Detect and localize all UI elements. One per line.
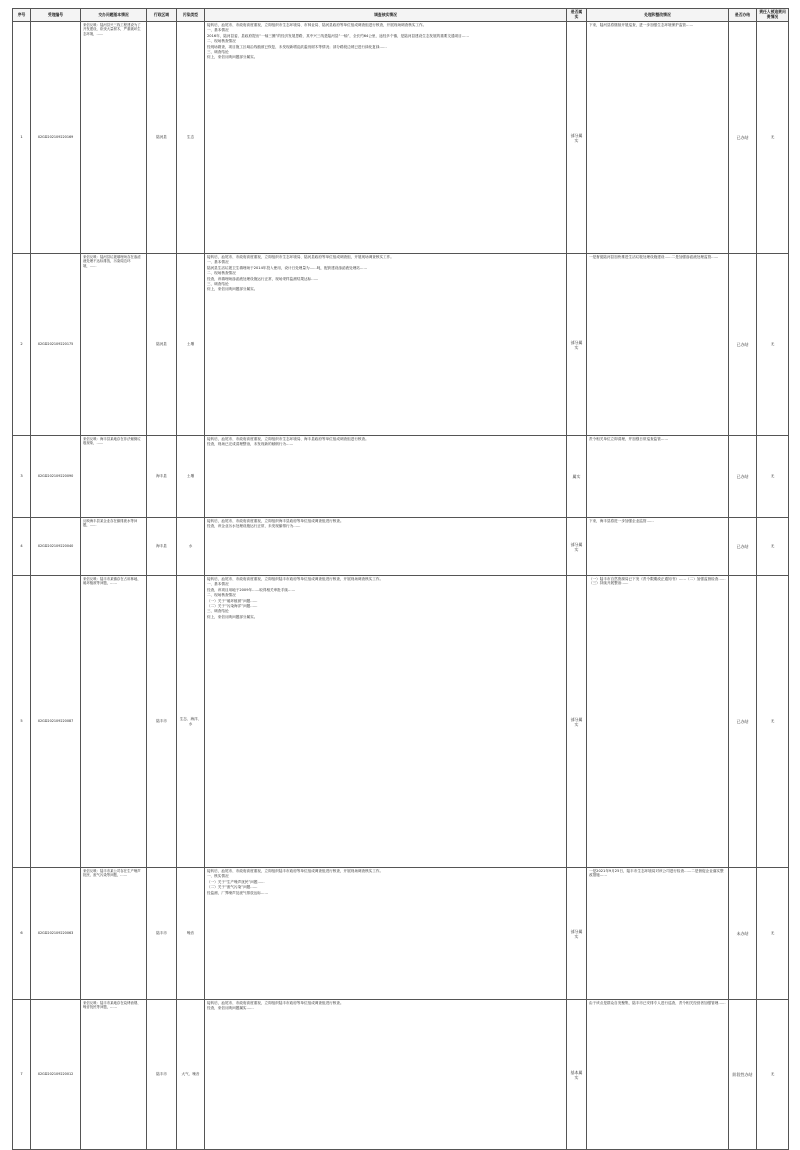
row-investigation	[205, 436, 567, 518]
row-summary: 来信反映：海丰县某地存在非法倾倒垃圾现象，……	[81, 436, 147, 518]
row-handling: 一是督促陆河县加快推进生活垃圾处理设施建设……二是加强渗滤液处理监管……	[587, 254, 729, 436]
row-is-true: 基本属实	[567, 1000, 587, 1150]
row-summary: 来信反映：陆河县兴三线工程建设为了开发建设，砍伐大量树木，严重破坏生态环境，……	[81, 22, 147, 254]
row-region: 陆丰市	[147, 1000, 177, 1150]
row-investigation	[205, 518, 567, 576]
row-summary: 来信反映：陆丰市某镇存在占用林地、破坏植被等问题，……	[81, 576, 147, 868]
row-region: 陆丰市	[147, 576, 177, 868]
row-closed: 已办结	[729, 436, 757, 518]
row-accountability: 无	[757, 1000, 789, 1150]
row-type: 生态	[177, 22, 205, 254]
investigation-paragraph: 一、基本情况	[207, 260, 229, 265]
investigation-paragraph: 三、调查结论	[207, 282, 229, 287]
row-accountability: 无	[757, 436, 789, 518]
row-handling: （一）陆丰市自然资源局已下发《责令限期改正通知书》……（二）加强监督检查……（三）持续开展整治……	[587, 576, 729, 868]
investigation-paragraph: （二）关于“废气污染”问题……	[207, 885, 258, 890]
header-accountability: 责任人被追责问责情况	[757, 9, 789, 22]
row-type: 水	[177, 518, 205, 576]
row-investigation	[205, 868, 567, 1000]
investigation-paragraph: 接转后，汕尾市、市政府高度重视，立即组织陆丰市政府等单位组成调查组进行核查，开展现场调查核实工作。	[207, 577, 384, 581]
row-id: X2GD202109220090	[31, 436, 81, 518]
investigation-paragraph: 接转后，汕尾市、市政府高度重视，立即组织市生态环境局、海丰县政府等单位组成调查组进行核查。	[207, 437, 369, 441]
row-region: 陆丰市	[147, 868, 177, 1000]
investigation-paragraph: 接转后，汕尾市、市政府高度重视，立即组织海丰县政府等单位组成调查组进行核查。	[207, 519, 344, 523]
investigation-paragraph: 三、调查结论	[207, 50, 229, 55]
investigation-paragraph: 一、基本情况	[207, 582, 229, 587]
row-investigation	[205, 576, 567, 868]
row-closed: 已办结	[729, 22, 757, 254]
investigation-paragraph: （一）关于“破坏植被”问题……	[207, 598, 258, 603]
investigation-paragraph: 经监测，厂界噪声及废气排放达标……	[207, 890, 269, 895]
investigation-paragraph: 接转后，汕尾市、市政府高度重视，立即组织陆丰市政府等单位组成调查组进行核查。	[207, 1001, 344, 1005]
row-summary: 来信反映：陆丰市某公司存在生产噪声扰民、废气污染等问题，……	[81, 868, 147, 1000]
header-is-true: 是否属实	[567, 9, 587, 22]
header-closed: 是否办结	[729, 9, 757, 22]
row-num: 1	[13, 22, 31, 254]
row-accountability: 无	[757, 576, 789, 868]
table-row	[13, 436, 789, 518]
row-region: 陆河县	[147, 22, 177, 254]
investigation-paragraph: 一、基本情况	[207, 28, 229, 33]
header-handling: 处理和整改情况	[587, 9, 729, 22]
investigation-paragraph: 2016年，陆河县委、县政府提出“一轴三圈”的经济发展思路，其中兴三线是陆河县“一轴”，全长约64公里，途经多个镇，是陆河县建设生态发展的重要交通项目……	[207, 33, 469, 38]
row-num: 3	[13, 436, 31, 518]
table-row	[13, 254, 789, 436]
case-table	[12, 8, 789, 1150]
row-region: 陆河县	[147, 254, 177, 436]
table-row	[13, 576, 789, 868]
row-type: 土壤	[177, 254, 205, 436]
investigation-paragraph: 接转后，汕尾市、市政府高度重视，立即组织市生态环境局、市林业局、陆河县政府等单位组成调查组进行核查，开展现场调查核实工作。	[207, 23, 427, 27]
row-is-true: 部分属实	[567, 518, 587, 576]
row-id: X2GD202109220087	[31, 576, 81, 868]
row-handling: 一是2021年9月25日，陆丰市生态环境局对该公司进行检查……二是督促企业落实整改措施……	[587, 868, 729, 1000]
row-summary: 来信反映：陆丰市某地存在烧烤油烟、噪音扰民等问题，……	[81, 1000, 147, 1150]
header-region: 行政区域	[147, 9, 177, 22]
row-id: X2GD202109220040	[31, 518, 81, 576]
row-type: 土壤	[177, 436, 205, 518]
row-is-true: 部分属实	[567, 22, 587, 254]
investigation-paragraph: 经查，该项目用地于2009年……取得相关审批手续……	[207, 587, 296, 592]
investigation-paragraph: 二、现场核查情况	[207, 39, 236, 44]
row-is-true: 部分属实	[567, 254, 587, 436]
investigation-paragraph: 综上，来信反映问题部分属实。	[207, 55, 258, 60]
row-num: 7	[13, 1000, 31, 1150]
row-is-true: 属实	[567, 436, 587, 518]
row-accountability: 无	[757, 868, 789, 1000]
table-row	[13, 22, 789, 254]
row-investigation	[205, 1000, 567, 1150]
investigation-paragraph: 接转后，汕尾市、市政府高度重视，立即组织市生态环境局、陆河县政府等单位组成调查组，开展现场调查核实工作。	[207, 255, 394, 259]
investigation-paragraph: 三、调查结论	[207, 609, 229, 614]
row-is-true: 部分属实	[567, 576, 587, 868]
row-num: 5	[13, 576, 31, 868]
header-num: 序号	[13, 9, 31, 22]
row-type: 噪音	[177, 868, 205, 1000]
investigation-paragraph: 综上，来信反映问题部分属实。	[207, 614, 258, 619]
row-region: 海丰县	[147, 518, 177, 576]
row-investigation	[205, 22, 567, 254]
investigation-paragraph: （一）关于“生产噪声扰民”问题……	[207, 879, 265, 884]
investigation-paragraph: 一、核实情况	[207, 874, 229, 879]
header-type: 污染类型	[177, 9, 205, 22]
row-handling: 下来，海丰县将进一步加强企业监管……	[587, 518, 729, 576]
row-handling: 责令相关单位立即清理，并加强日常巡查监管……	[587, 436, 729, 518]
investigation-paragraph: 接转后，汕尾市、市政府高度重视，立即组织陆丰市政府等单位组成调查组进行核查，开展现场调查核实工作。	[207, 869, 384, 873]
row-summary: 反映海丰县某企业存在偷排废水等问题，……	[81, 518, 147, 576]
investigation-paragraph: 二、现场核查情况	[207, 593, 236, 598]
row-num: 4	[13, 518, 31, 576]
investigation-paragraph: 二、现场核查情况	[207, 271, 236, 276]
row-investigation	[205, 254, 567, 436]
row-type: 大气、噪音	[177, 1000, 205, 1150]
row-accountability: 无	[757, 518, 789, 576]
row-num: 6	[13, 868, 31, 1000]
investigation-paragraph: 经现场勘查，项目施工区域沿线植被已恢复，未发现新增乱砍滥伐树木等情况；部分路段边坡已进行绿化复绿……	[207, 44, 387, 49]
row-type: 生态、海洋、水	[177, 576, 205, 868]
row-is-true: 部分属实	[567, 868, 587, 1000]
investigation-paragraph: 经查，该填埋场渗滤液处理设施运行正常，现场采样监测结果达标……	[207, 276, 319, 281]
row-closed: 已办结	[729, 254, 757, 436]
row-id: X2GD202109220012	[31, 1000, 81, 1150]
row-closed: 已办结	[729, 518, 757, 576]
row-region: 海丰县	[147, 436, 177, 518]
row-id: X2GD202109220063	[31, 868, 81, 1000]
report-page	[12, 8, 788, 1150]
header-id: 受理编号	[31, 9, 81, 22]
header-investigation: 调查核实情况	[205, 9, 567, 22]
investigation-paragraph: （二）关于“污染海洋”问题……	[207, 604, 258, 609]
investigation-paragraph: 综上，来信反映问题部分属实。	[207, 287, 258, 292]
table-row	[13, 1000, 789, 1150]
investigation-paragraph: 经查，该企业污水处理设施运行正常，未发现偷排行为……	[207, 524, 301, 529]
row-accountability: 无	[757, 22, 789, 254]
row-closed: 已办结	[729, 576, 757, 868]
row-id: X2GD202109220175	[31, 254, 81, 436]
row-accountability: 无	[757, 254, 789, 436]
investigation-paragraph: 经查，现场已完成清理整治，未发现新的倾倒行为……	[207, 442, 294, 447]
table-row	[13, 518, 789, 576]
table-row	[13, 868, 789, 1000]
row-summary: 来信反映：陆河县垃圾填埋场存在渗滤液处理不达标排放，污染周边环境，……	[81, 254, 147, 436]
investigation-paragraph: 经查，来信反映问题属实……	[207, 1006, 254, 1011]
row-num: 2	[13, 254, 31, 436]
header-summary: 交办问题基本情况	[81, 9, 147, 22]
table-header-row	[13, 9, 789, 22]
row-id: X2GD202109220169	[31, 22, 81, 254]
investigation-paragraph: 陆河县生活垃圾卫生填埋场于2014年投入使用，设计日处理量为……吨，配套建设渗滤液处理站……	[207, 265, 368, 270]
row-handling: 由于该点是群众自发聚集，陆丰市已安排专人进行巡查，责令相关经营者加强管理……	[587, 1000, 729, 1150]
row-closed: 未办结	[729, 868, 757, 1000]
row-closed: 阶段性办结	[729, 1000, 757, 1150]
row-handling: 下来，陆河县将继续开展巡查，进一步加强生态环境保护监管……	[587, 22, 729, 254]
